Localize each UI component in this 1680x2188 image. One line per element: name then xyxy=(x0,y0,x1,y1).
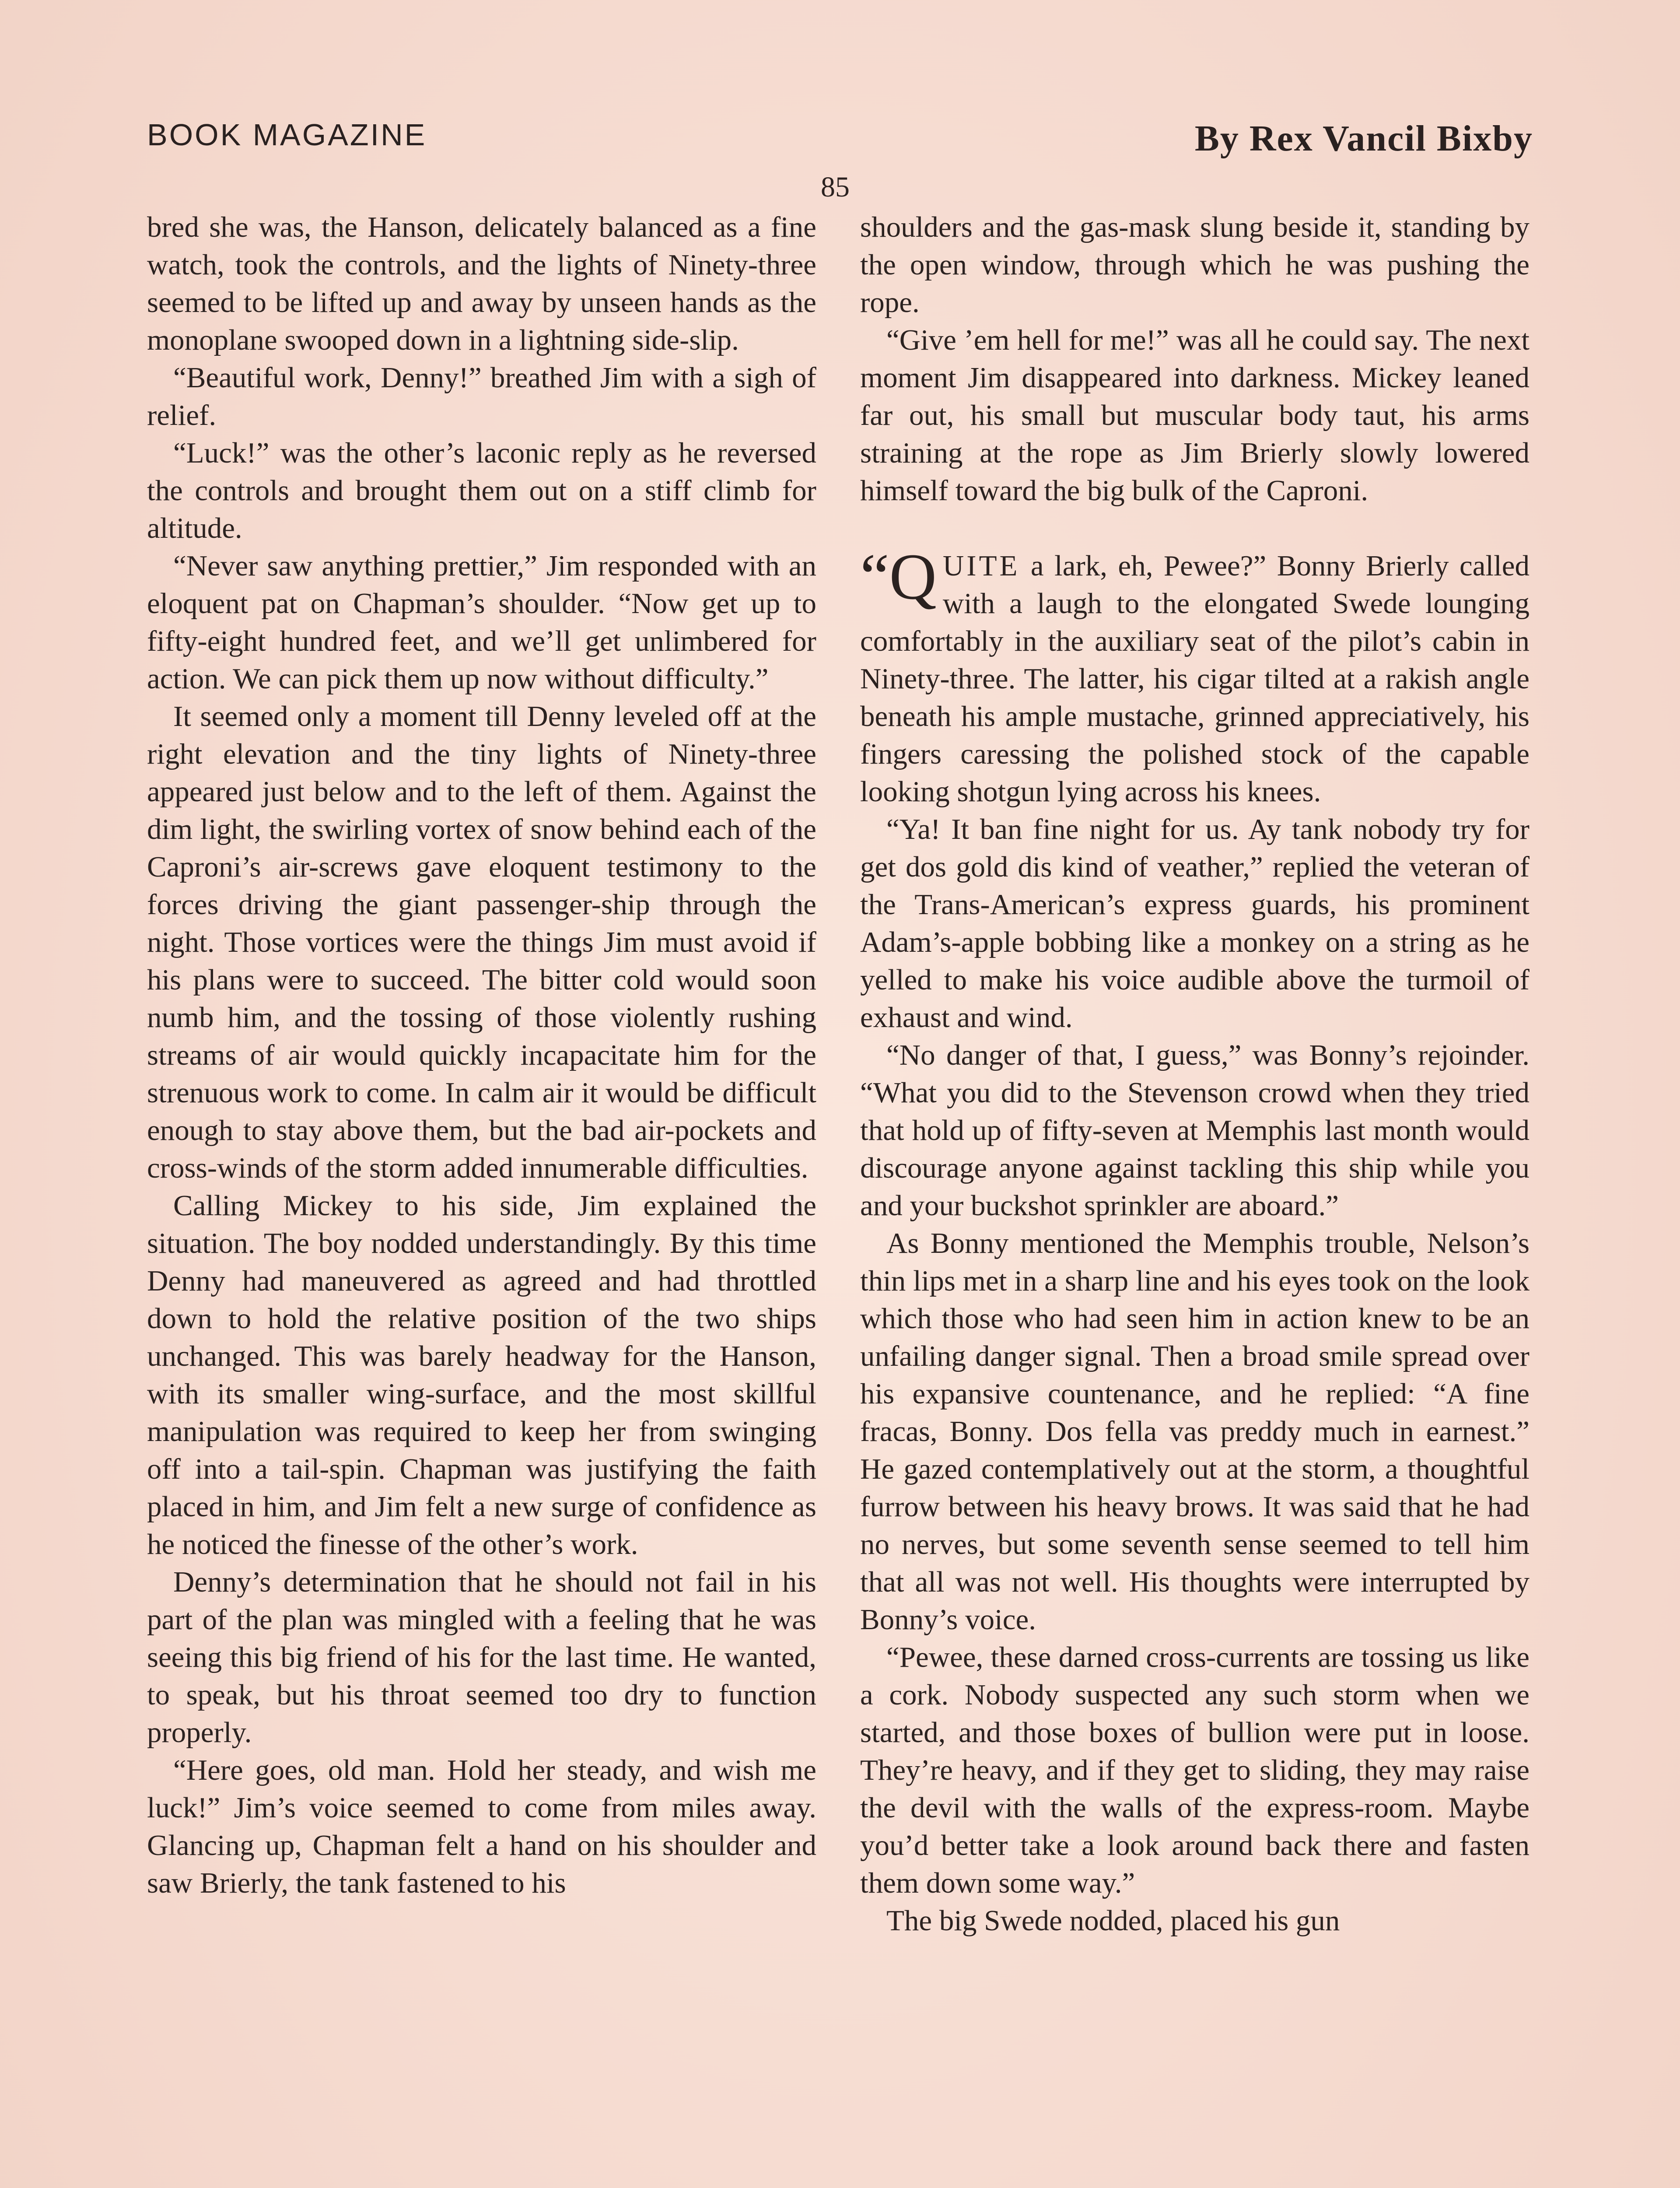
paragraph: Calling Mickey to his side, Jim explained the situation. The boy nodded understandingly. By this time Denny had maneuvered as agreed and had throttled down to hold the relative position of the two ships unchanged. This was barely headway for the Hanson, with its smaller wing-surface, and the most skillful manipulation was required to keep her from swinging off into a tail-spin. Chapman was justifying the faith placed in him, and Jim felt a new surge of confidence as he noticed the finesse of the other’s work. xyxy=(147,1189,816,1560)
author-byline: By Rex Vancil Bixby xyxy=(1194,118,1533,159)
drop-cap: “Q xyxy=(860,540,937,613)
paragraph: “Ya! It ban fine night for us. Ay tank nobody try for get dos gold dis kind of veather,” replied the veteran of the Trans-American’s express guards, his prominent Adam’s-apple bobbing like a monkey on a string as he yelled to make his voice audible above the turmoil of exhaust and wind. xyxy=(860,813,1530,1034)
paragraph: The big Swede nodded, placed his gun xyxy=(886,1904,1340,1937)
section-opening-paragraph xyxy=(860,540,1530,810)
page-number: 85 xyxy=(821,171,850,203)
paragraph: Denny’s determination that he should not fail in his part of the plan was mingled with a feeling that he was seeing this big friend of his for the last time. He wanted, to speak, but his throat seemed too dry to function properly. xyxy=(147,1566,816,1749)
section-break xyxy=(860,509,1530,547)
right-column xyxy=(860,208,1530,1939)
paragraph: “Never saw anything prettier,” Jim responded with an eloquent pat on Chapman’s shoulder. “Now get up to fifty-eight hundred feet, and we’ll get unlimbered for action. We can pick them up now without difficulty.” xyxy=(147,550,816,695)
left-column xyxy=(147,208,816,1902)
paragraph: “Pewee, these darned cross-currents are tossing us like a cork. Nobody suspected any such storm when we started, and those boxes of bullion were put in loose. They’re heavy, and if they get to sliding, they may raise the devil with the walls of the express-room. Maybe you’d better take a look around back there and fasten them down some way.” xyxy=(860,1641,1530,1899)
lead-in: UITE xyxy=(942,550,1020,582)
paragraph: “Luck!” was the other’s laconic reply as he reversed the controls and brought them out on a stiff climb for altitude. xyxy=(147,437,816,544)
paragraph: As Bonny mentioned the Memphis trouble, Nelson’s thin lips met in a sharp line and his eyes took on the look which those who had seen him in action knew to be an unfailing danger signal. Then a broad smile spread over his expansive countenance, and he replied: “A fine fracas, Bonny. Dos fella vas preddy much in earnest.” He gazed contemplatively out at the storm, a thoughtful furrow between his heavy brows. It was said that he had no nerves, but some seventh sense seemed to tell him that all was not well. His thoughts were interrupted by Bonny’s voice. xyxy=(860,1227,1530,1636)
paragraph: “No danger of that, I guess,” was Bonny’s rejoinder. “What you did to the Stevenson crowd when they tried that hold up of fifty-seven at Memphis last month would discourage anyone against tackling this ship while you and your buckshot sprinkler are aboard.” xyxy=(860,1039,1530,1222)
running-header xyxy=(147,117,1533,165)
paragraph: shoulders and the gas-mask slung beside it, standing by the open window, through which he was pushing the rope. xyxy=(860,211,1530,319)
paragraph: “Here goes, old man. Hold her steady, and wish me luck!” Jim’s voice seemed to come from miles away. Glancing up, Chapman felt a hand on his shoulder and saw Brierly, the tank fastened to his xyxy=(147,1754,816,1899)
paragraph: “Beautiful work, Denny!” breathed Jim with a sigh of relief. xyxy=(147,361,816,431)
paragraph: “Give ’em hell for me!” was all he could say. The next moment Jim disappeared into darkness. Mickey leaned far out, his small but muscular body taut, his arms straining at the rope as Jim Brierly slowly lowered himself toward the big bulk of the Caproni. xyxy=(860,324,1530,507)
magazine-title: BOOK MAGAZINE xyxy=(147,118,427,152)
paragraph: It seemed only a moment till Denny leveled off at the right elevation and the tiny lights of Ninety-three appeared just below and to the left of them. Against the dim light, the swirling vortex of snow behind each of the Caproni’s air-screws gave eloquent testimony to the forces driving the giant passenger-ship through the night. Those vortices were the things Jim must avoid if his plans were to succeed. The bitter cold would soon numb him, and the tossing of those violently rushing streams of air would quickly incapacitate him for the strenuous work to come. In calm air it would be difficult enough to stay above them, but the bad air-pockets and cross-winds of the storm added innumerable difficulties. xyxy=(147,700,816,1184)
paragraph-text: a lark, eh, Pewee?” Bonny Brierly called with a laugh to the elongated Swede lounging comfortably in the auxiliary seat of the pilot’s cabin in Ninety-three. The latter, his cigar tilted at a rakish angle beneath his ample mustache, grinned appreciatively, his fingers caressing the polished stock of the capable looking shotgun lying across his knees. xyxy=(860,550,1530,808)
paragraph: bred she was, the Hanson, delicately balanced as a fine watch, took the controls, and the lights of Ninety-three seemed to be lifted up and away by unseen hands as the monoplane swooped down in a lightning side-slip. xyxy=(147,211,816,356)
